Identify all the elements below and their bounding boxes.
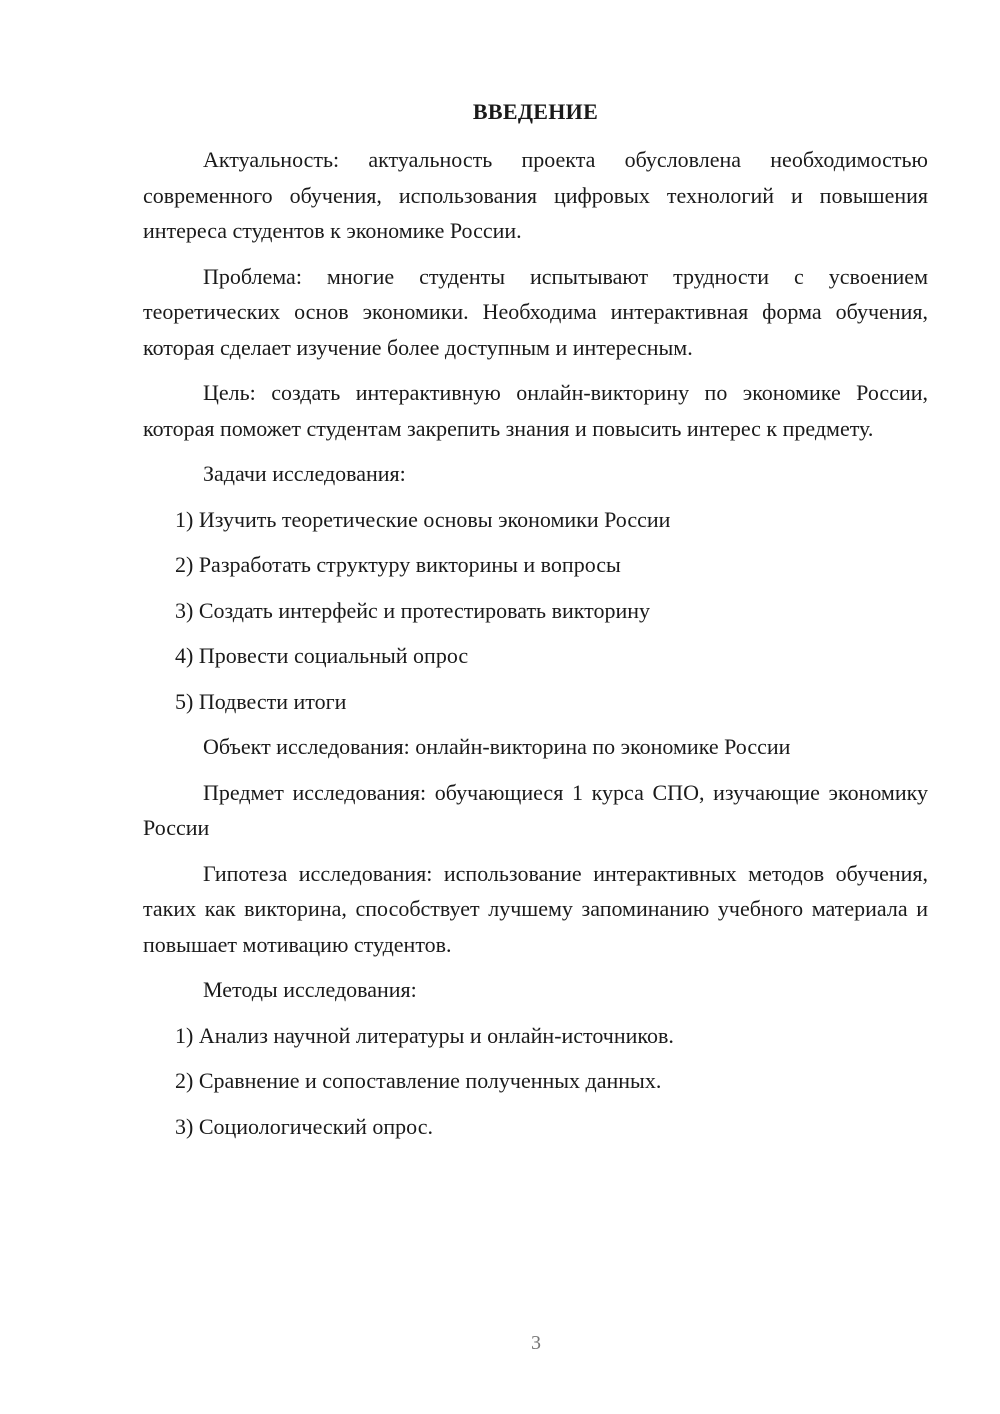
list-item: 1) Изучить теоретические основы экономики России [175, 506, 671, 532]
subject-paragraph: Предмет исследования: обучающиеся 1 курса СПО, изучающие экономику России [143, 779, 928, 840]
object-paragraph: Объект исследования: онлайн-викторина по экономике России [203, 734, 791, 759]
tasks-list [143, 502, 928, 720]
list-item: 5) Подвести итоги [175, 688, 347, 714]
page-content [143, 94, 928, 1154]
list-item: 2) Сравнение и сопоставление полученных данных. [175, 1068, 662, 1093]
list-item: 3) Социологический опрос. [175, 1113, 433, 1139]
list-item: 3) Создать интерфейс и протестировать викторину [175, 597, 651, 623]
methods-heading: Методы исследования: [203, 977, 417, 1002]
tasks-heading: Задачи исследования: [203, 461, 406, 486]
page-number: 3 [531, 1332, 541, 1354]
section-title: ВВЕДЕНИЕ [472, 99, 599, 124]
relevance-paragraph: Актуальность: актуальность проекта обусловлена необходимостью современного обучения, использования цифровых технологий и повышения интереса студентов к экономике России. [143, 147, 928, 243]
methods-list [143, 1018, 928, 1145]
list-item: 2) Разработать структуру викторины и вопросы [175, 552, 621, 577]
list-item: 4) Провести социальный опрос [175, 643, 469, 668]
hypothesis-paragraph: Гипотеза исследования: использование интерактивных методов обучения, таких как викторина, способствует лучшему запоминанию учебного материала и повышает мотивацию студентов. [143, 860, 928, 957]
list-item: 1) Анализ научной литературы и онлайн-источников. [175, 1022, 674, 1048]
goal-paragraph: Цель: создать интерактивную онлайн-викторину по экономике России, которая поможет студентам закрепить знания и повысить интерес к предмету. [143, 380, 928, 441]
problem-paragraph: Проблема: многие студенты испытывают трудности с усвоением теоретических основ экономики. Необходима интерактивная форма обучения, которая сделает изучение более доступным и интересным. [143, 263, 928, 360]
